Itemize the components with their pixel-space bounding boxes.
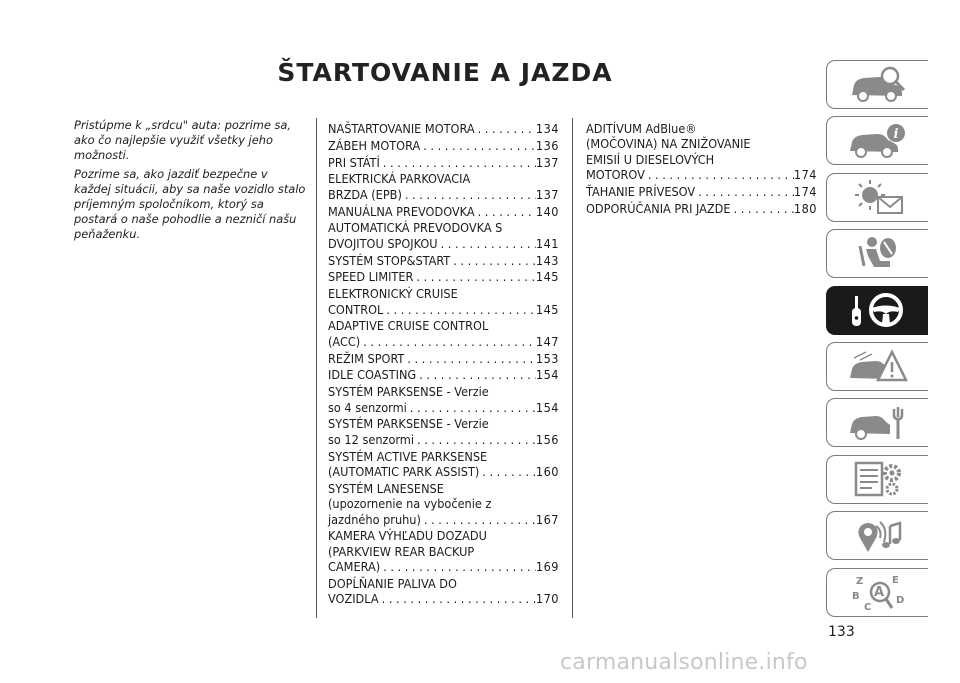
toc-entry[interactable] bbox=[328, 138, 559, 153]
toc-entry-title-line: DOPĹŇANIE PALIVA DO bbox=[328, 576, 457, 592]
index-letter-c: C bbox=[863, 602, 871, 613]
toc-entry-title-line: ADAPTIVE CRUISE CONTROL bbox=[328, 318, 489, 334]
toc-entry[interactable] bbox=[328, 121, 559, 136]
toc-entry-title: so 12 senzormi bbox=[328, 431, 414, 447]
toc-entry[interactable] bbox=[328, 481, 559, 527]
toc-entry-title-line: AUTOMATICKÁ PREVODOVKA S bbox=[328, 220, 503, 236]
toc-entry[interactable] bbox=[328, 449, 559, 480]
toc-entry[interactable] bbox=[328, 416, 559, 447]
dot-leader bbox=[383, 302, 536, 317]
toc-entry-page: 154 bbox=[535, 367, 559, 383]
toc-entry[interactable] bbox=[328, 576, 559, 607]
toc-entry-leader-row bbox=[328, 187, 559, 202]
toc-entry-title-line: (PARKVIEW REAR BACKUP bbox=[328, 543, 475, 559]
toc-entry-title: MANUÁLNA PREVODOVKA bbox=[328, 203, 475, 219]
dot-leader bbox=[450, 253, 536, 268]
toc-entry[interactable] bbox=[586, 201, 817, 216]
svg-text:i: i bbox=[893, 126, 898, 142]
chapter-tab-safety[interactable] bbox=[826, 229, 928, 278]
toc-entry[interactable] bbox=[328, 528, 559, 574]
toc-column-1 bbox=[328, 121, 559, 608]
page-number: 133 bbox=[828, 624, 855, 640]
dot-leader bbox=[695, 184, 794, 199]
toc-entry-page: 154 bbox=[535, 399, 559, 415]
toc-entry-page: 143 bbox=[535, 252, 559, 268]
toc-entry-page: 140 bbox=[535, 203, 559, 219]
toc-entry-page: 167 bbox=[535, 511, 559, 527]
index-letter-b: B bbox=[851, 591, 860, 603]
column-divider-left bbox=[316, 118, 317, 618]
toc-entry-leader-row bbox=[328, 155, 559, 170]
toc-entry-title-line: SYSTÉM PARKSENSE - Verzie bbox=[328, 416, 489, 432]
toc-entry-leader-row bbox=[328, 302, 559, 317]
dot-leader bbox=[731, 201, 794, 216]
toc-entry-page: 160 bbox=[535, 464, 559, 479]
toc-entry[interactable] bbox=[586, 184, 817, 199]
toc-entry-leader-row bbox=[586, 201, 817, 216]
toc-entry[interactable] bbox=[586, 121, 817, 183]
column-divider-right bbox=[572, 118, 573, 618]
toc-entry-leader-row bbox=[328, 591, 559, 606]
intro-text bbox=[74, 118, 306, 246]
toc-entry[interactable] bbox=[328, 155, 559, 170]
dot-leader bbox=[380, 559, 536, 574]
dot-leader bbox=[421, 512, 536, 527]
dot-leader bbox=[360, 334, 536, 349]
toc-entry-title-line: KAMERA VÝHĽADU DOZADU bbox=[328, 528, 487, 544]
specs-gear-icon bbox=[846, 459, 910, 499]
toc-entry-title: SYSTÉM STOP&START bbox=[328, 252, 451, 268]
toc-entry-title: DVOJITOU SPOJKOU bbox=[328, 235, 438, 251]
toc-entry-title-line: SYSTÉM ACTIVE PARKSENSE bbox=[328, 448, 488, 464]
toc-entry-title: NAŠTARTOVANIE MOTORA bbox=[328, 121, 475, 136]
toc-entry-leader-row bbox=[328, 138, 559, 153]
toc-entry-leader-row bbox=[328, 367, 559, 382]
chapter-tab-emergency[interactable] bbox=[826, 342, 928, 391]
toc-entry-title-line: (MOČOVINA) NA ZNIŽOVANIE bbox=[586, 136, 751, 152]
chapter-tab-starting-driving[interactable] bbox=[826, 286, 928, 335]
toc-entry[interactable] bbox=[328, 220, 559, 251]
toc-entry[interactable] bbox=[328, 204, 559, 219]
toc-entry-title: ZÁBEH MOTORA bbox=[328, 137, 421, 153]
toc-entry[interactable] bbox=[328, 367, 559, 382]
toc-entry-leader-row bbox=[328, 269, 559, 284]
toc-entry-leader-row bbox=[586, 167, 817, 182]
toc-entry-title: PRI STÁTÍ bbox=[328, 154, 380, 170]
toc-entry-leader-row bbox=[328, 204, 559, 219]
chapter-tab-car-info[interactable] bbox=[826, 116, 928, 165]
toc-entry-title-line: EMISIÍ U DIESELOVÝCH bbox=[586, 151, 715, 167]
chapter-tab-warning-lights[interactable] bbox=[826, 173, 928, 222]
alphabetical-index-icon bbox=[846, 572, 910, 612]
index-letter-e: E bbox=[891, 575, 899, 587]
toc-entry-title: (ACC) bbox=[328, 333, 361, 349]
toc-entry[interactable] bbox=[328, 269, 559, 284]
toc-entry-page: 156 bbox=[535, 431, 559, 447]
toc-entry-leader-row bbox=[328, 512, 559, 527]
chapter-tabs bbox=[826, 60, 928, 624]
toc-entry[interactable] bbox=[328, 286, 559, 317]
toc-entry-title-line: SYSTÉM LANESENSE bbox=[328, 480, 444, 496]
car-warning-triangle-icon bbox=[846, 346, 910, 386]
toc-entry-title: VOZIDLA bbox=[328, 591, 379, 607]
toc-entry[interactable] bbox=[328, 253, 559, 268]
dot-leader bbox=[438, 236, 536, 251]
toc-entry-title: MOTOROV bbox=[586, 167, 645, 183]
dot-leader bbox=[380, 155, 536, 170]
toc-entry-page: 145 bbox=[535, 301, 559, 317]
toc-entry-title: (AUTOMATIC PARK ASSIST) bbox=[328, 464, 480, 479]
warning-light-envelope-icon bbox=[846, 177, 910, 217]
toc-entry[interactable] bbox=[328, 318, 559, 349]
car-magnifier-icon bbox=[846, 65, 910, 105]
chapter-tab-technical-data[interactable] bbox=[826, 455, 928, 504]
toc-entry-title: BRZDA (EPB) bbox=[328, 186, 402, 202]
toc-entry-page: 145 bbox=[535, 269, 559, 285]
toc-entry-leader-row bbox=[328, 432, 559, 447]
toc-entry-title-line: ELEKTRONICKÝ CRUISE bbox=[328, 286, 458, 302]
toc-entry-page: 147 bbox=[535, 333, 559, 349]
toc-entry-title: REŽIM SPORT bbox=[328, 350, 405, 366]
toc-entry[interactable] bbox=[328, 351, 559, 366]
dot-leader bbox=[645, 167, 794, 182]
car-info-icon bbox=[846, 121, 910, 161]
toc-entry-title: ŤAHANIE PRÍVESOV bbox=[586, 184, 696, 200]
toc-entry-leader-row bbox=[328, 400, 559, 415]
toc-entry-page: 169 bbox=[535, 559, 559, 575]
index-letter-z: Z bbox=[855, 576, 863, 588]
toc-entry-page: 174 bbox=[793, 167, 817, 183]
toc-entry-leader-row bbox=[328, 253, 559, 268]
toc-entry-leader-row bbox=[328, 351, 559, 366]
toc-entry-leader-row bbox=[586, 184, 817, 199]
intro-paragraph-2: Pozrime sa, ako jazdiť bezpečne v každej situácii, aby sa naše vozidlo stalo príjemným spoločníkom, ktorý sa postará o naše pohodlie a nezničí našu peňaženku. bbox=[74, 167, 306, 241]
toc-entry-page: 153 bbox=[535, 350, 559, 366]
key-steering-wheel-icon bbox=[846, 290, 910, 330]
dot-leader bbox=[420, 138, 536, 153]
toc-entry-page: 174 bbox=[793, 184, 817, 200]
toc-entry-page: 137 bbox=[535, 186, 559, 202]
toc-entry[interactable] bbox=[328, 384, 559, 415]
page-title: ŠTARTOVANIE A JAZDA bbox=[277, 58, 613, 87]
toc-entry-leader-row bbox=[328, 236, 559, 251]
dot-leader bbox=[475, 121, 536, 136]
toc-entry-page: 136 bbox=[535, 137, 559, 153]
dot-leader bbox=[404, 351, 536, 366]
toc-column-2 bbox=[586, 121, 817, 218]
media-navigation-icon bbox=[846, 516, 910, 556]
seat-airbag-icon bbox=[846, 234, 910, 274]
toc-entry-title-line: (upozornenie na vybočenie z bbox=[328, 496, 492, 512]
dot-leader bbox=[414, 432, 536, 447]
toc-entry-title: CONTROL bbox=[328, 301, 384, 317]
toc-entry-title: so 4 senzormi bbox=[328, 399, 407, 415]
toc-entry-leader-row bbox=[328, 334, 559, 349]
toc-entry-page: 137 bbox=[535, 154, 559, 170]
dot-leader bbox=[413, 269, 535, 284]
chapter-tab-maintenance[interactable] bbox=[826, 398, 928, 447]
chapter-tab-multimedia[interactable] bbox=[826, 511, 928, 560]
dot-leader bbox=[479, 464, 536, 479]
toc-entry-title: CAMERA) bbox=[328, 559, 381, 575]
dot-leader bbox=[379, 591, 536, 606]
toc-entry-title: ODPORÚČANIA PRI JAZDE bbox=[586, 200, 731, 216]
toc-entry-title-line: ELEKTRICKÁ PARKOVACIA bbox=[328, 171, 471, 187]
dot-leader bbox=[407, 400, 536, 415]
toc-entry-title: IDLE COASTING bbox=[328, 367, 417, 383]
dot-leader bbox=[416, 367, 536, 382]
toc-entry-page: 180 bbox=[793, 200, 817, 216]
toc-entry-title-line: ADITÍVUM AdBlue® bbox=[586, 121, 697, 136]
dot-leader bbox=[475, 204, 536, 219]
watermark: carmanualsonline.info bbox=[560, 650, 808, 675]
toc-entry-page: 170 bbox=[535, 591, 559, 607]
toc-entry-leader-row bbox=[328, 464, 559, 479]
chapter-tab-car-magnifier[interactable] bbox=[826, 60, 928, 109]
toc-entry-page: 141 bbox=[535, 235, 559, 251]
dot-leader bbox=[402, 187, 536, 202]
toc-entry[interactable] bbox=[328, 171, 559, 202]
index-letter-a: A bbox=[873, 585, 884, 601]
car-wrench-icon bbox=[846, 403, 910, 443]
toc-entry-page: 134 bbox=[535, 121, 559, 136]
intro-paragraph-1: Pristúpme k „srdcu" auta: pozrime sa, ako čo najlepšie využiť všetky jeho možnosti. bbox=[74, 118, 291, 162]
index-letter-d: D bbox=[895, 595, 904, 607]
toc-entry-title: jazdného pruhu) bbox=[328, 511, 421, 527]
toc-entry-leader-row bbox=[328, 559, 559, 574]
toc-entry-leader-row bbox=[328, 121, 559, 136]
chapter-tab-index[interactable] bbox=[826, 568, 928, 617]
toc-entry-title-line: SYSTÉM PARKSENSE - Verzie bbox=[328, 384, 489, 400]
toc-entry-title: SPEED LIMITER bbox=[328, 269, 414, 285]
